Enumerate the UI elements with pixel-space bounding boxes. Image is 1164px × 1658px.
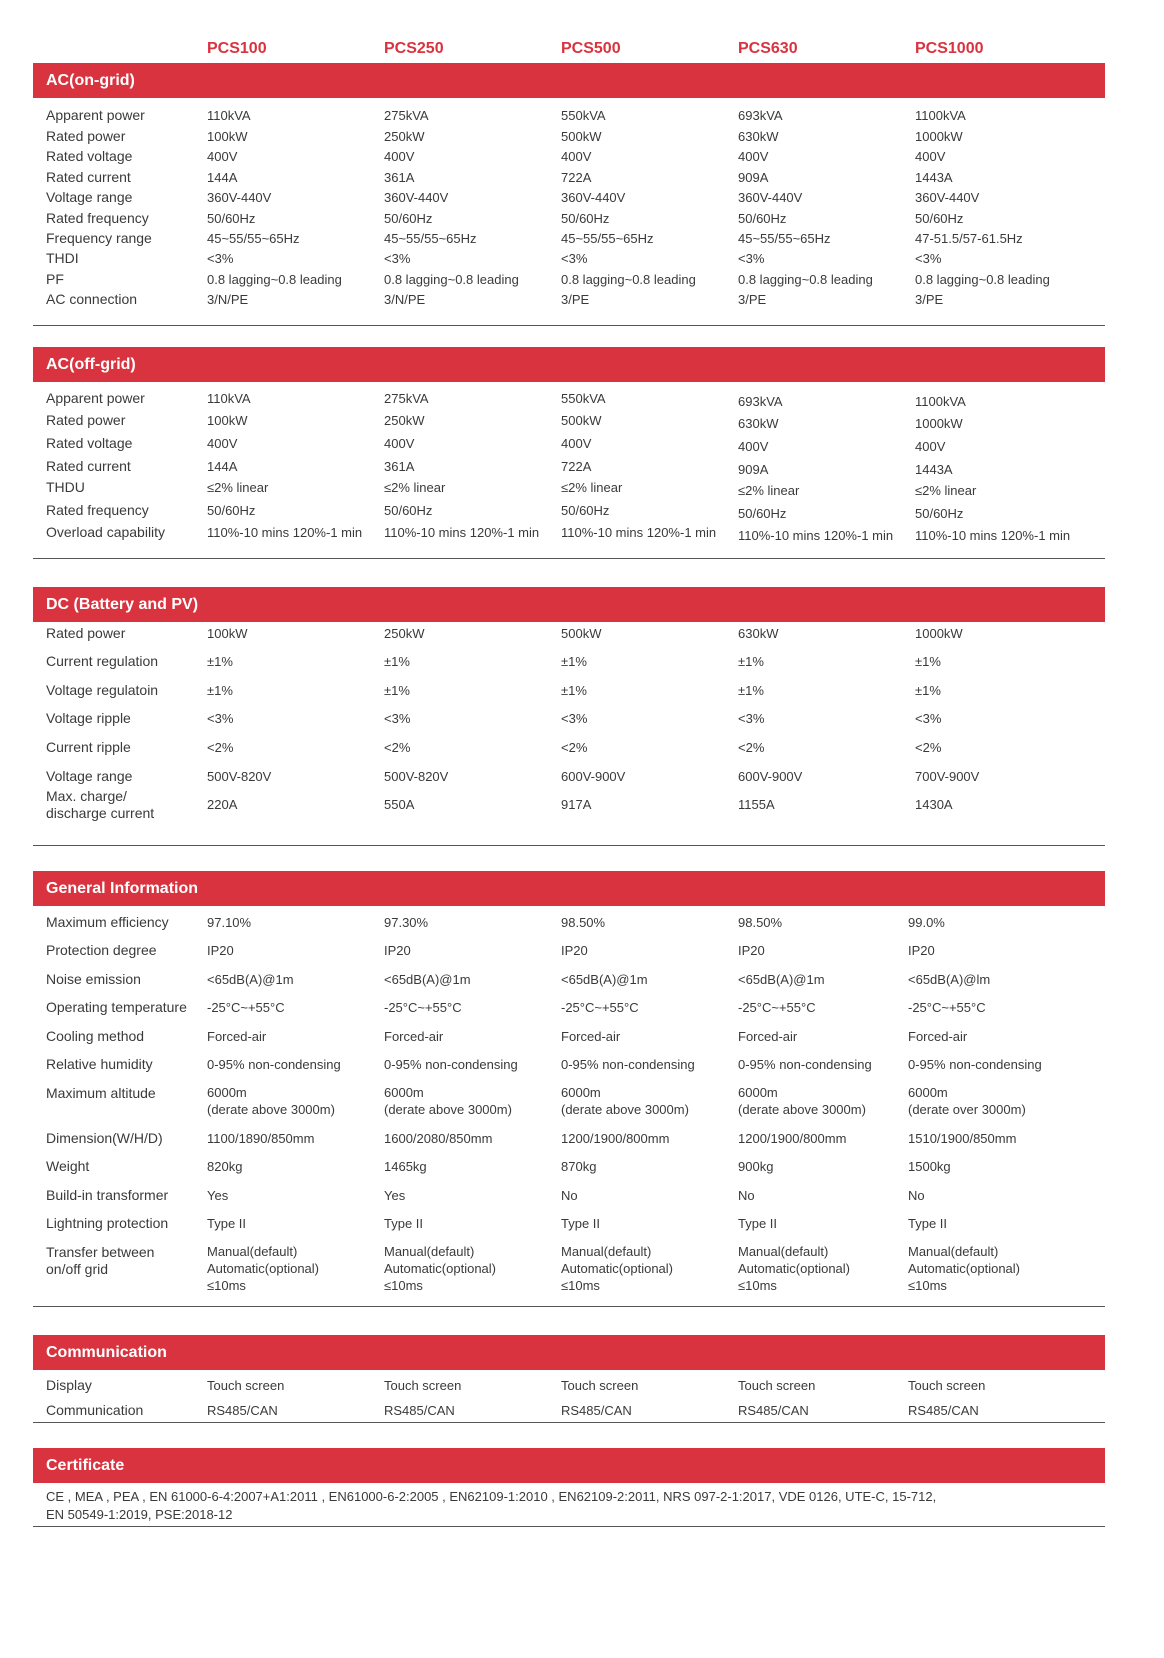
spec-value: 400V bbox=[738, 439, 769, 454]
spec-value: 110%-10 mins 120%-1 min bbox=[384, 525, 540, 540]
section-bar: General Information bbox=[33, 871, 1105, 906]
spec-value: Touch screen bbox=[738, 1378, 816, 1393]
spec-value: <2% bbox=[738, 740, 765, 755]
spec-label: Lightning protection bbox=[46, 1215, 169, 1231]
spec-value: 400V bbox=[561, 149, 592, 164]
spec-value: 400V bbox=[384, 436, 415, 451]
spec-value: 722A bbox=[561, 170, 592, 185]
model-pcs100: PCS100 bbox=[207, 40, 267, 57]
spec-label: Dimension(W/H/D) bbox=[46, 1130, 163, 1146]
spec-value: <65dB(A)@1m bbox=[384, 972, 471, 987]
spec-value: 550kVA bbox=[561, 108, 606, 123]
spec-label: Cooling method bbox=[46, 1028, 145, 1044]
spec-value: 45~55/55~65Hz bbox=[738, 231, 831, 246]
spec-value: 500kW bbox=[561, 626, 602, 641]
spec-value: 1443A bbox=[915, 170, 953, 185]
spec-value: 0.8 lagging~0.8 leading bbox=[561, 272, 696, 287]
spec-value: 400V bbox=[207, 149, 238, 164]
spec-value: 917A bbox=[561, 797, 592, 812]
spec-value: <2% bbox=[915, 740, 942, 755]
spec-value: 3/N/PE bbox=[384, 292, 426, 307]
spec-value: IP20 bbox=[561, 943, 588, 958]
spec-value: <3% bbox=[207, 711, 234, 726]
spec-value: 110kVA bbox=[207, 391, 251, 406]
spec-label: Maximum altitude bbox=[46, 1085, 156, 1101]
spec-value: ±1% bbox=[207, 654, 233, 669]
spec-value: RS485/CAN bbox=[561, 1403, 632, 1418]
spec-value: 50/60Hz bbox=[561, 211, 610, 226]
certificate-bar: Certificate bbox=[33, 1448, 1105, 1483]
spec-value: Manual(default) Automatic(optional) ≤10ms bbox=[908, 1244, 1020, 1293]
spec-value: 500kW bbox=[561, 413, 602, 428]
spec-label: Relative humidity bbox=[46, 1056, 153, 1072]
certificate-list: CE , MEA , PEA , EN 61000-6-4:2007+A1:2011 , EN61000-6-2:2005 , EN62109-1:2010 , EN62109-2:2011, NRS 097-2-1:2017, VDE 0126, UTE-C, 15-712, EN 50549-1:2019, PSE:2018-12 bbox=[46, 1489, 937, 1522]
spec-value: 400V bbox=[384, 149, 415, 164]
spec-label: Build-in transformer bbox=[46, 1187, 169, 1203]
spec-value: 110kVA bbox=[207, 108, 251, 123]
model-pcs500: PCS500 bbox=[561, 40, 621, 57]
spec-label: THDU bbox=[46, 479, 85, 495]
spec-label: Voltage range bbox=[46, 768, 133, 784]
spec-value: -25°C~+55°C bbox=[908, 1000, 986, 1015]
spec-value: 900kg bbox=[738, 1159, 774, 1174]
spec-value: 0.8 lagging~0.8 leading bbox=[207, 272, 342, 287]
spec-value: 1000kW bbox=[915, 129, 963, 144]
spec-value: 693kVA bbox=[738, 108, 783, 123]
spec-value: 97.30% bbox=[384, 915, 429, 930]
spec-value: 110%-10 mins 120%-1 min bbox=[207, 525, 363, 540]
spec-label: THDI bbox=[46, 250, 79, 266]
spec-value: 870kg bbox=[561, 1159, 597, 1174]
model-pcs1000: PCS1000 bbox=[915, 40, 984, 57]
spec-value: 400V bbox=[207, 436, 238, 451]
spec-value: 360V-440V bbox=[738, 190, 803, 205]
spec-value: 275kVA bbox=[384, 391, 429, 406]
section-divider bbox=[33, 845, 1105, 846]
spec-value: 100kW bbox=[207, 413, 248, 428]
spec-value: 3/N/PE bbox=[207, 292, 249, 307]
spec-value: 693kVA bbox=[738, 394, 783, 409]
spec-value: 909A bbox=[738, 170, 769, 185]
spec-value: 630kW bbox=[738, 416, 779, 431]
model-pcs630: PCS630 bbox=[738, 40, 798, 57]
spec-value: 6000m (derate above 3000m) bbox=[738, 1085, 866, 1117]
spec-label: Current ripple bbox=[46, 739, 131, 755]
spec-label: Voltage range bbox=[46, 189, 133, 205]
spec-value: 600V-900V bbox=[561, 769, 626, 784]
spec-label: Noise emission bbox=[46, 971, 141, 987]
spec-value: 47-51.5/57-61.5Hz bbox=[915, 231, 1023, 246]
spec-value: 100kW bbox=[207, 626, 248, 641]
spec-value: 0.8 lagging~0.8 leading bbox=[915, 272, 1050, 287]
spec-label: Communication bbox=[46, 1402, 144, 1418]
spec-value: <3% bbox=[384, 711, 411, 726]
spec-value: 700V-900V bbox=[915, 769, 980, 784]
spec-value: ≤2% linear bbox=[915, 483, 977, 498]
spec-value: Touch screen bbox=[561, 1378, 639, 1393]
section-divider bbox=[33, 558, 1105, 559]
spec-value: Forced-air bbox=[738, 1029, 798, 1044]
spec-value: 400V bbox=[738, 149, 769, 164]
spec-value: Touch screen bbox=[908, 1378, 986, 1393]
spec-value: -25°C~+55°C bbox=[561, 1000, 639, 1015]
section-bar: DC (Battery and PV) bbox=[33, 587, 1105, 622]
spec-value: 361A bbox=[384, 459, 415, 474]
spec-value: 909A bbox=[738, 462, 769, 477]
spec-value: Forced-air bbox=[561, 1029, 621, 1044]
spec-value: 400V bbox=[915, 439, 946, 454]
spec-label: Rated power bbox=[46, 128, 126, 144]
certificate-divider bbox=[33, 1526, 1105, 1527]
spec-value: ±1% bbox=[384, 654, 410, 669]
spec-value: ±1% bbox=[738, 654, 764, 669]
spec-value: 0-95% non-condensing bbox=[384, 1057, 518, 1072]
spec-label: Rated power bbox=[46, 412, 126, 428]
spec-value: 360V-440V bbox=[915, 190, 980, 205]
spec-value: -25°C~+55°C bbox=[384, 1000, 462, 1015]
spec-value: 722A bbox=[561, 459, 592, 474]
spec-label: Rated current bbox=[46, 458, 131, 474]
spec-value: 550A bbox=[384, 797, 415, 812]
spec-value: 50/60Hz bbox=[915, 506, 964, 521]
spec-value: 250kW bbox=[384, 129, 425, 144]
spec-value: 1155A bbox=[738, 797, 775, 812]
spec-value: 361A bbox=[384, 170, 415, 185]
spec-value: Manual(default) Automatic(optional) ≤10ms bbox=[561, 1244, 673, 1293]
spec-value: Manual(default) Automatic(optional) ≤10ms bbox=[384, 1244, 496, 1293]
spec-value: 360V-440V bbox=[561, 190, 626, 205]
spec-value: 0.8 lagging~0.8 leading bbox=[384, 272, 519, 287]
spec-value: Forced-air bbox=[384, 1029, 444, 1044]
spec-value: 1100kVA bbox=[915, 108, 966, 123]
spec-label: Max. charge/ discharge current bbox=[46, 788, 155, 821]
section-divider bbox=[33, 325, 1105, 326]
spec-value: 550kVA bbox=[561, 391, 606, 406]
spec-value: 100kW bbox=[207, 129, 248, 144]
spec-value: 400V bbox=[561, 436, 592, 451]
spec-value: Forced-air bbox=[908, 1029, 968, 1044]
spec-value: IP20 bbox=[738, 943, 765, 958]
spec-value: Yes bbox=[384, 1188, 406, 1203]
spec-value: 0-95% non-condensing bbox=[561, 1057, 695, 1072]
spec-value: <3% bbox=[561, 251, 588, 266]
spec-value: <3% bbox=[561, 711, 588, 726]
spec-value: 6000m (derate above 3000m) bbox=[384, 1085, 512, 1117]
section-bar: Communication bbox=[33, 1335, 1105, 1370]
spec-value: ±1% bbox=[915, 654, 941, 669]
spec-value: Type II bbox=[738, 1216, 778, 1231]
spec-label: Rated frequency bbox=[46, 210, 149, 226]
spec-value: 0-95% non-condensing bbox=[908, 1057, 1042, 1072]
spec-value: Touch screen bbox=[384, 1378, 462, 1393]
spec-value: 1200/1900/800mm bbox=[561, 1131, 670, 1146]
spec-label: PF bbox=[46, 271, 64, 287]
spec-value: 500kW bbox=[561, 129, 602, 144]
spec-value: IP20 bbox=[908, 943, 935, 958]
spec-value: 98.50% bbox=[561, 915, 606, 930]
spec-value: 600V-900V bbox=[738, 769, 803, 784]
spec-value: ±1% bbox=[561, 654, 587, 669]
spec-value: -25°C~+55°C bbox=[207, 1000, 285, 1015]
model-pcs250: PCS250 bbox=[384, 40, 444, 57]
spec-value: 630kW bbox=[738, 626, 779, 641]
spec-value: <3% bbox=[738, 711, 765, 726]
spec-value: 360V-440V bbox=[207, 190, 272, 205]
spec-value: 1100/1890/850mm bbox=[207, 1131, 315, 1146]
spec-value: Type II bbox=[908, 1216, 948, 1231]
spec-value: Touch screen bbox=[207, 1378, 285, 1393]
spec-value: <65dB(A)@1m bbox=[207, 972, 294, 987]
spec-value: 1443A bbox=[915, 462, 953, 477]
spec-label: Voltage ripple bbox=[46, 710, 131, 726]
spec-value: 250kW bbox=[384, 413, 425, 428]
spec-value: 50/60Hz bbox=[207, 211, 256, 226]
spec-value: 144A bbox=[207, 170, 238, 185]
spec-value: 3/PE bbox=[561, 292, 590, 307]
spec-value: No bbox=[908, 1188, 925, 1203]
spec-value: 1500kg bbox=[908, 1159, 951, 1174]
spec-value: Forced-air bbox=[207, 1029, 267, 1044]
spec-label: Rated frequency bbox=[46, 502, 149, 518]
spec-value: <3% bbox=[915, 711, 942, 726]
spec-value: 630kW bbox=[738, 129, 779, 144]
spec-value: 1200/1900/800mm bbox=[738, 1131, 847, 1146]
spec-value: Manual(default) Automatic(optional) ≤10ms bbox=[207, 1244, 319, 1293]
spec-value: 110%-10 mins 120%-1 min bbox=[738, 528, 894, 543]
spec-label: Apparent power bbox=[46, 107, 145, 123]
spec-value: RS485/CAN bbox=[738, 1403, 809, 1418]
spec-value: ±1% bbox=[207, 683, 233, 698]
spec-label: Voltage regulatoin bbox=[46, 682, 159, 698]
spec-value: ≤2% linear bbox=[561, 480, 623, 495]
spec-value: ≤2% linear bbox=[738, 483, 800, 498]
spec-value: 98.50% bbox=[738, 915, 783, 930]
spec-value: 1000kW bbox=[915, 626, 963, 641]
spec-value: 6000m (derate above 3000m) bbox=[207, 1085, 335, 1117]
spec-value: 45~55/55~65Hz bbox=[561, 231, 654, 246]
spec-label: Rated voltage bbox=[46, 435, 133, 451]
spec-value: <65dB(A)@1m bbox=[561, 972, 648, 987]
spec-value: No bbox=[561, 1188, 578, 1203]
spec-label: Current regulation bbox=[46, 653, 159, 669]
spec-value: 0-95% non-condensing bbox=[738, 1057, 872, 1072]
spec-value: 3/PE bbox=[915, 292, 944, 307]
spec-value: 0.8 lagging~0.8 leading bbox=[738, 272, 873, 287]
spec-value: IP20 bbox=[207, 943, 234, 958]
spec-value: Type II bbox=[207, 1216, 247, 1231]
spec-value: 500V-820V bbox=[207, 769, 272, 784]
spec-value: 50/60Hz bbox=[384, 503, 433, 518]
spec-value: 820kg bbox=[207, 1159, 243, 1174]
spec-value: 50/60Hz bbox=[384, 211, 433, 226]
spec-value: 1430A bbox=[915, 797, 953, 812]
spec-value: 360V-440V bbox=[384, 190, 449, 205]
spec-value: ±1% bbox=[738, 683, 764, 698]
spec-value: <65dB(A)@1m bbox=[738, 972, 825, 987]
spec-value: IP20 bbox=[384, 943, 411, 958]
spec-value: ±1% bbox=[915, 683, 941, 698]
spec-value: 6000m (derate above 3000m) bbox=[561, 1085, 689, 1117]
spec-label: Apparent power bbox=[46, 390, 145, 406]
spec-value: <3% bbox=[207, 251, 234, 266]
spec-value: Yes bbox=[207, 1188, 229, 1203]
spec-value: ≤2% linear bbox=[384, 480, 446, 495]
spec-value: 50/60Hz bbox=[738, 211, 787, 226]
spec-value: No bbox=[738, 1188, 755, 1203]
spec-value: 97.10% bbox=[207, 915, 252, 930]
spec-value: <65dB(A)@lm bbox=[908, 972, 991, 987]
spec-value: 99.0% bbox=[908, 915, 945, 930]
spec-value: 250kW bbox=[384, 626, 425, 641]
spec-value: 45~55/55~65Hz bbox=[207, 231, 300, 246]
spec-value: Type II bbox=[384, 1216, 424, 1231]
spec-label: Maximum efficiency bbox=[46, 914, 169, 930]
spec-value: 1465kg bbox=[384, 1159, 427, 1174]
spec-label: Rated current bbox=[46, 169, 131, 185]
section-bar: AC(on-grid) bbox=[33, 63, 1105, 98]
spec-value: -25°C~+55°C bbox=[738, 1000, 816, 1015]
spec-value: <2% bbox=[384, 740, 411, 755]
spec-value: Manual(default) Automatic(optional) ≤10ms bbox=[738, 1244, 850, 1293]
spec-value: 110%-10 mins 120%-1 min bbox=[915, 528, 1071, 543]
spec-value: 1510/1900/850mm bbox=[908, 1131, 1017, 1146]
section-divider bbox=[33, 1422, 1105, 1423]
section-bar: AC(off-grid) bbox=[33, 347, 1105, 382]
spec-value: 220A bbox=[207, 797, 238, 812]
spec-label: Rated power bbox=[46, 625, 126, 641]
spec-value: 0-95% non-condensing bbox=[207, 1057, 341, 1072]
spec-value: 275kVA bbox=[384, 108, 429, 123]
spec-value: 500V-820V bbox=[384, 769, 449, 784]
spec-value: 50/60Hz bbox=[915, 211, 964, 226]
spec-value: <3% bbox=[738, 251, 765, 266]
spec-value: RS485/CAN bbox=[207, 1403, 278, 1418]
spec-value: 50/60Hz bbox=[561, 503, 610, 518]
spec-value: 1000kW bbox=[915, 416, 963, 431]
section-divider bbox=[33, 1306, 1105, 1307]
spec-value: 50/60Hz bbox=[738, 506, 787, 521]
spec-value: 400V bbox=[915, 149, 946, 164]
spec-value: 6000m (derate over 3000m) bbox=[908, 1085, 1026, 1117]
spec-label: Transfer between on/off grid bbox=[46, 1244, 155, 1277]
spec-value: <3% bbox=[915, 251, 942, 266]
spec-value: 3/PE bbox=[738, 292, 767, 307]
spec-label: Operating temperature bbox=[46, 999, 187, 1015]
spec-value: RS485/CAN bbox=[384, 1403, 455, 1418]
spec-label: AC connection bbox=[46, 291, 138, 307]
spec-value: <2% bbox=[207, 740, 234, 755]
spec-value: <2% bbox=[561, 740, 588, 755]
spec-value: 45~55/55~65Hz bbox=[384, 231, 477, 246]
spec-value: ±1% bbox=[561, 683, 587, 698]
spec-label: Protection degree bbox=[46, 942, 157, 958]
spec-value: 1600/2080/850mm bbox=[384, 1131, 493, 1146]
spec-label: Display bbox=[46, 1377, 92, 1393]
spec-label: Rated voltage bbox=[46, 148, 133, 164]
spec-value: 50/60Hz bbox=[207, 503, 256, 518]
spec-value: ±1% bbox=[384, 683, 410, 698]
spec-value: ≤2% linear bbox=[207, 480, 269, 495]
spec-value: <3% bbox=[384, 251, 411, 266]
spec-value: Type II bbox=[561, 1216, 601, 1231]
spec-label: Overload capability bbox=[46, 524, 166, 540]
model-header-row bbox=[33, 40, 1105, 64]
spec-value: RS485/CAN bbox=[908, 1403, 979, 1418]
spec-label: Weight bbox=[46, 1158, 90, 1174]
spec-value: 144A bbox=[207, 459, 238, 474]
spec-value: 110%-10 mins 120%-1 min bbox=[561, 525, 717, 540]
spec-value: 1100kVA bbox=[915, 394, 966, 409]
spec-label: Frequency range bbox=[46, 230, 152, 246]
